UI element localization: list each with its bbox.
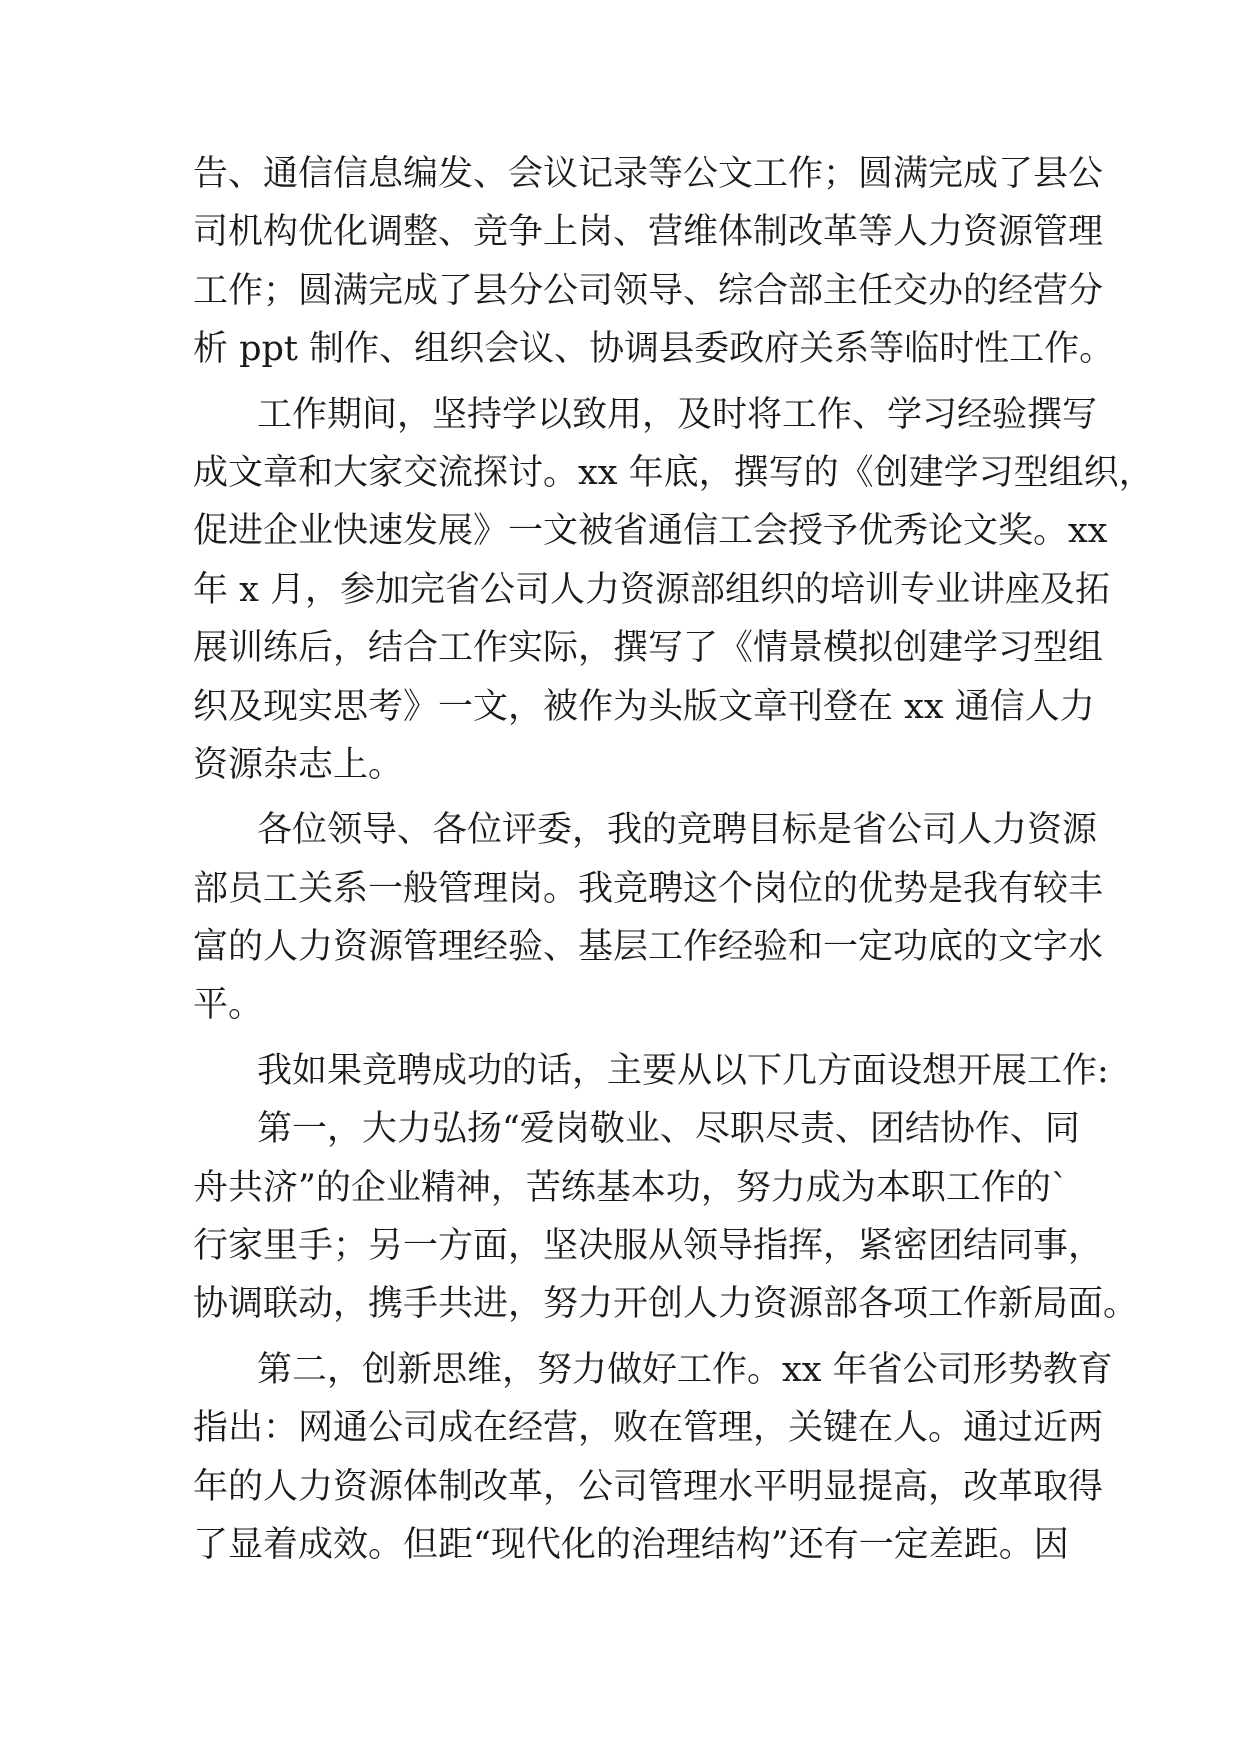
text-line: 织及现实思考》一文，被作为头版文章刊登在 xx 通信人力	[193, 686, 1095, 727]
paragraph	[193, 1042, 1109, 1100]
paragraph	[193, 386, 1154, 795]
paragraph	[193, 1100, 1139, 1334]
text-line: 展训练后，结合工作实际，撰写了《情景模拟创建学习型组	[193, 628, 1104, 669]
text-line: 平。	[193, 985, 264, 1026]
text-line: 促进企业快速发展》一文被省通信工会授予优秀论文奖。xx	[193, 511, 1108, 552]
text-line: 各位领导、各位评委，我的竞聘目标是省公司人力资源	[257, 810, 1098, 851]
text-line: 资源杂志上。	[193, 744, 404, 785]
text-line: 舟共济”的企业精神，苦练基本功，努力成为本职工作的`	[193, 1167, 1069, 1208]
text-line: 了显着成效。但距“现代化的治理结构”还有一定差距。因	[193, 1524, 1069, 1565]
document-body	[193, 145, 1154, 1574]
paragraph-gap	[193, 379, 1053, 386]
text-line: 年的人力资源体制改革，公司管理水平明显提高，改革取得	[193, 1466, 1104, 1507]
text-line: 司机构优化调整、竞争上岗、营维体制改革等人力资源管理	[193, 212, 1104, 253]
text-line: 协调联动，携手共进，努力开创人力资源部各项工作新局面。	[193, 1284, 1139, 1325]
paragraph	[193, 145, 1115, 379]
text-line: 富的人力资源管理经验、基层工作经验和一定功底的文字水	[193, 927, 1104, 968]
text-line: 我如果竞聘成功的话，主要从以下几方面设想开展工作:	[257, 1050, 1109, 1091]
text-line: 工作期间，坚持学以致用，及时将工作、学习经验撰写	[257, 394, 1098, 435]
paragraph-gap	[193, 794, 1053, 801]
text-line: 析 ppt 制作、组织会议、协调县委政府关系等临时性工作。	[193, 329, 1115, 370]
text-line: 第二，创新思维，努力做好工作。xx 年省公司形势教育	[257, 1349, 1113, 1390]
text-line: 告、通信信息编发、会议记录等公文工作；圆满完成了县公	[193, 154, 1104, 194]
text-line: 第一，大力弘扬“爱岗敬业、尽职尽责、团结协作、同	[257, 1109, 1080, 1150]
text-line: 行家里手；另一方面，坚决服从领导指挥，紧密团结同事，	[193, 1226, 1104, 1267]
text-line: 指出：网通公司成在经营，败在管理，关键在人。通过近两	[193, 1408, 1104, 1449]
paragraph-gap	[193, 1035, 1053, 1042]
text-line: 部员工关系一般管理岗。我竞聘这个岗位的优势是我有较丰	[193, 868, 1104, 909]
paragraph	[193, 1341, 1113, 1575]
paragraph-gap	[193, 1334, 1053, 1341]
paragraph	[193, 801, 1104, 1035]
text-line: 成文章和大家交流探讨。xx 年底，撰写的《创建学习型组织，	[193, 452, 1154, 493]
text-line: 工作；圆满完成了县分公司领导、综合部主任交办的经营分	[193, 270, 1104, 311]
text-line: 年 x 月，参加完省公司人力资源部组织的培训专业讲座及拓	[193, 569, 1110, 610]
